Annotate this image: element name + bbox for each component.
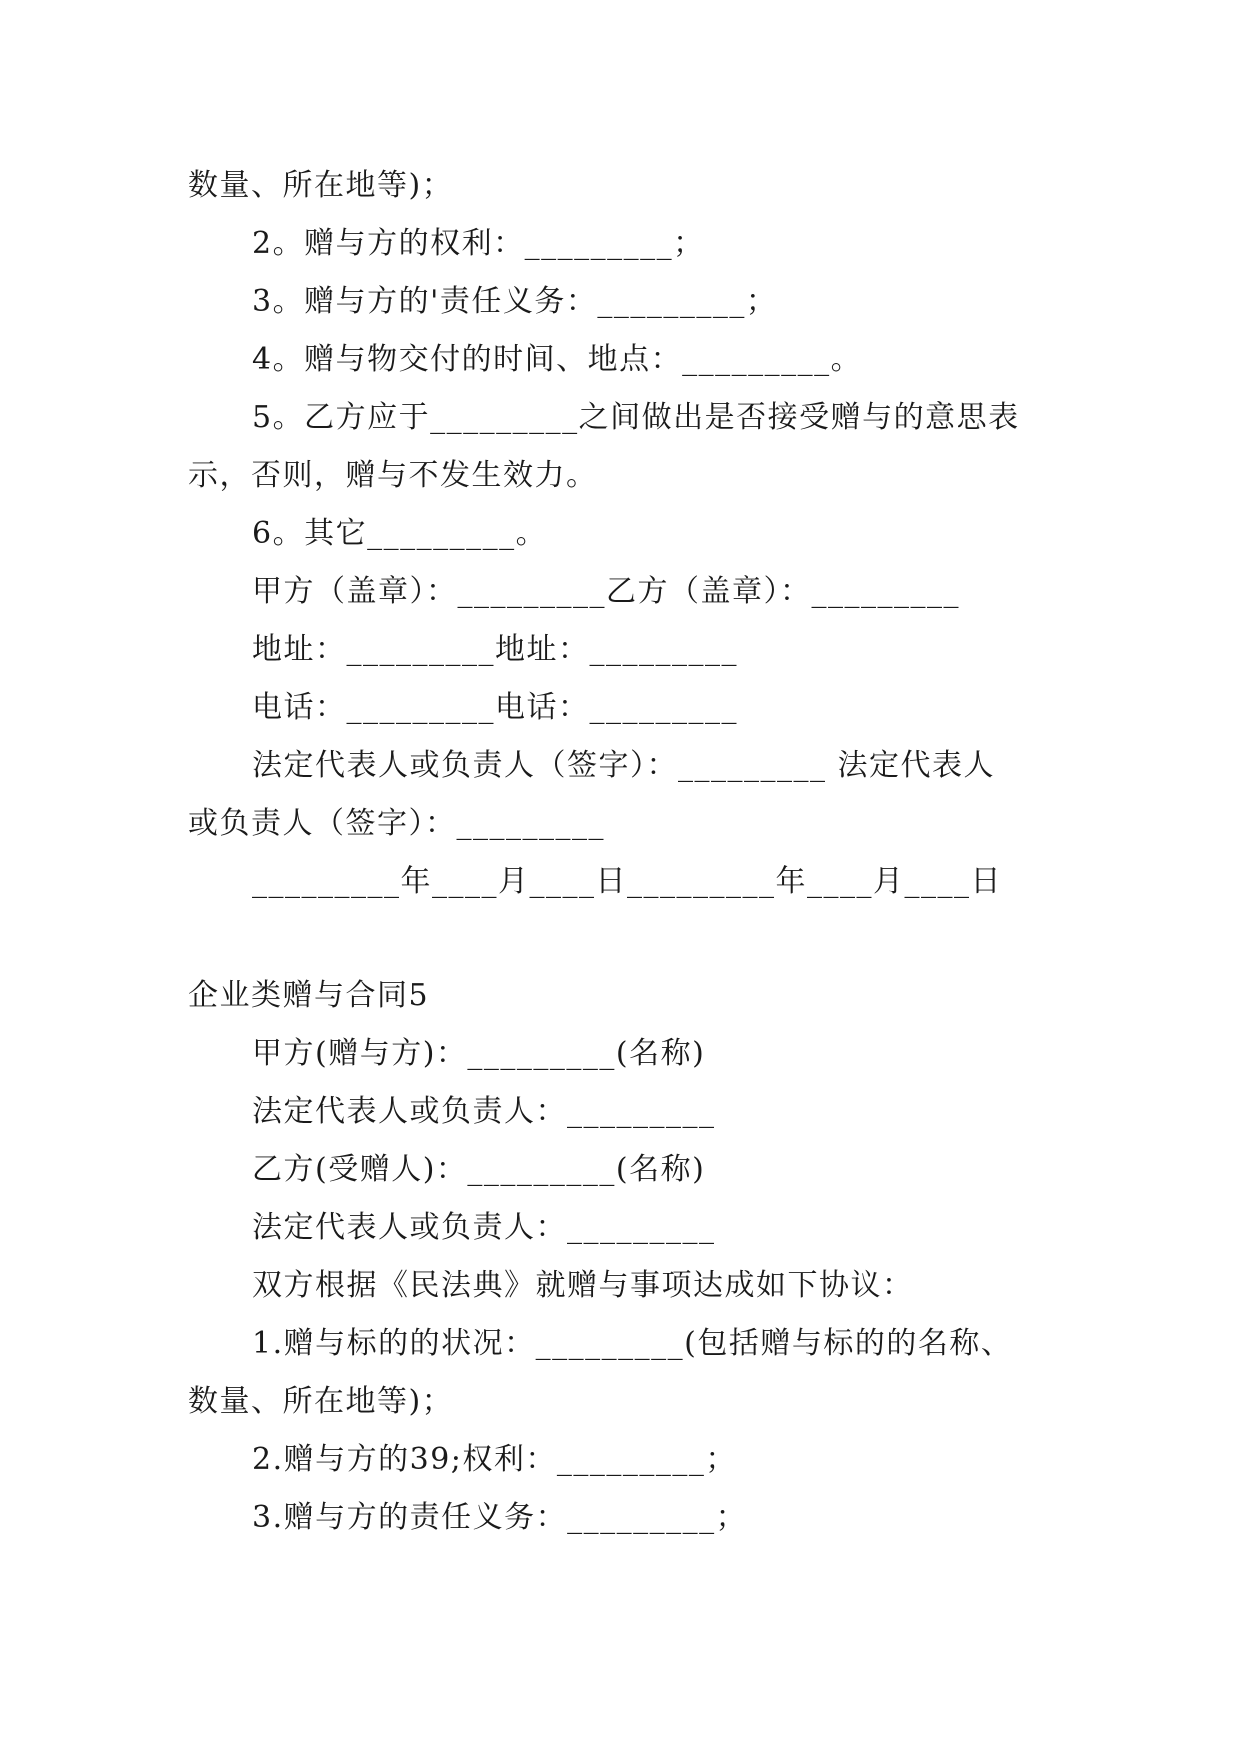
paragraph-line: 3.赠与方的责任义务：_________；: [252, 1500, 748, 1535]
paragraph-line: 数量、所在地等)；: [188, 168, 454, 203]
paragraph-line: 地址：_________地址：_________: [252, 632, 738, 667]
paragraph-line: 4。赠与物交付的时间、地点：_________。: [252, 342, 863, 377]
paragraph-line: 甲方(赠与方)：_________(名称): [252, 1036, 706, 1071]
section-heading: 企业类赠与合同5: [188, 978, 430, 1013]
paragraph-line: 乙方(受赠人)：_________(名称): [252, 1152, 706, 1187]
paragraph-line: 电话：_________电话：_________: [252, 690, 738, 725]
paragraph-line: 5。乙方应于_________之间做出是否接受赠与的意思表: [252, 400, 1020, 435]
paragraph-line: 法定代表人或负责人：_________: [252, 1094, 716, 1129]
paragraph-line: 法定代表人或负责人：_________: [252, 1210, 716, 1245]
paragraph-line: 双方根据《民法典》就赠与事项达成如下协议：: [252, 1268, 914, 1303]
paragraph-line: 甲方（盖章）：_________乙方（盖章）：_________: [252, 574, 960, 609]
paragraph-line: 6。其它_________。: [252, 516, 548, 551]
paragraph-line: 2。赠与方的权利：_________；: [252, 226, 705, 261]
paragraph-line: 1.赠与标的的状况：_________(包括赠与标的的名称、: [252, 1326, 1013, 1361]
paragraph-line: 3。赠与方的'责任义务：_________；: [252, 284, 778, 319]
paragraph-line: 或负责人（签字）：_________: [188, 806, 605, 841]
paragraph-line: 示，否则，赠与不发生效力。: [188, 458, 598, 493]
paragraph-line: 法定代表人或负责人（签字）：_________ 法定代表人: [252, 748, 996, 783]
paragraph-line: _________年____月____日_________年____月____日: [252, 864, 1002, 899]
paragraph-line: 2.赠与方的39;权利：_________；: [252, 1442, 737, 1477]
paragraph-line: 数量、所在地等)；: [188, 1384, 454, 1419]
